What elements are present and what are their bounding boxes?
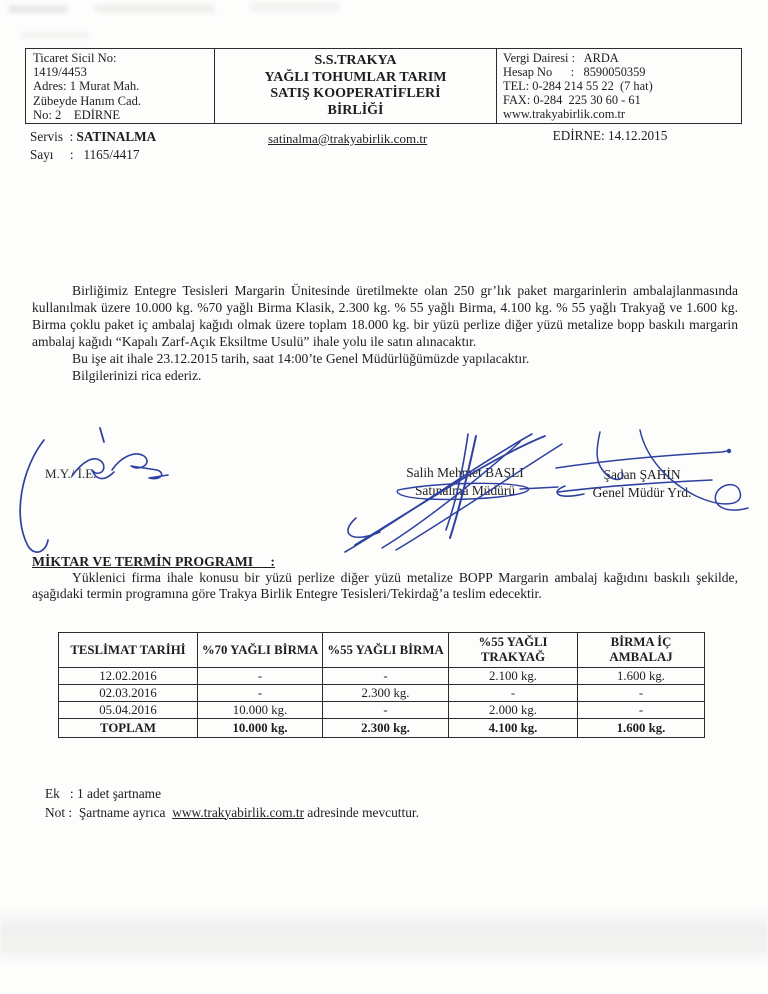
signer-2-name: Şadan ŞAHİN (603, 467, 681, 482)
col-header-55-yagli-birma: %55 YAĞLI BİRMA (323, 633, 449, 668)
letterhead-org-name-box (215, 48, 496, 124)
cell-value: - (323, 702, 449, 719)
cell-date: 05.04.2016 (59, 702, 198, 719)
letter-body (32, 283, 738, 384)
col-header-teslimat-tarihi: TESLİMAT TARİHİ (59, 633, 198, 668)
body-paragraph-1: Birliğimiz Entegre Tesisleri Margarin Ünitesinde üretilmekte olan 250 gr’lık paket margarinlerin ambalajlanmasında kullanılmak üzere 10.000 kg. %70 yağlı Birma Klasik, 2.300 kg. % 55 yağlı Birma, 4.100 kg. % 55 yağlı Trakyağ ve 1.600 kg. Birma çoklu paket iç ambalaj kağıdı olmak üzere toplam 18.000 kg. bir yüzü perlize diğer yüzü metalize bopp baskılı margarin ambalaj kağıdı “Kapalı Zarf-Açık Eksiltme Usulü” ihale yolu ile satın alınacaktır. (32, 283, 738, 349)
letterhead-registry-box (25, 48, 215, 124)
not-label: Not : (45, 804, 79, 820)
scan-artifact (8, 5, 68, 13)
email-address: satinalma@trakyabirlik.com.tr (268, 131, 428, 146)
scan-artifact (95, 4, 215, 13)
registry-line: Ticaret Sicil No: (33, 51, 117, 65)
availability-note (45, 804, 419, 823)
table-row (59, 702, 705, 719)
cell-total-value: 4.100 kg. (449, 719, 578, 738)
contact-line: TEL: 0-284 214 55 22 (7 hat) (503, 79, 653, 94)
col-header-70-yagli-birma: %70 YAĞLI BİRMA (198, 633, 323, 668)
signer-1-title: Satınalma Müdürü (414, 482, 516, 498)
registry-line: Zübeyde Hanım Cad. (33, 93, 142, 108)
cell-value: 2.100 kg. (449, 668, 578, 685)
table-row (59, 668, 705, 685)
contact-line: FAX: 0-284 225 30 60 - 61 (503, 93, 641, 108)
servis-value: SATINALMA (76, 129, 157, 144)
cell-total-value: 10.000 kg. (198, 719, 323, 738)
col-header-55-yagli-trakyag: %55 YAĞLI TRAKYAĞ (449, 633, 578, 668)
registry-line: 1419/4453 (33, 65, 87, 80)
cell-total-value: 2.300 kg. (323, 719, 449, 738)
servis-row (30, 129, 156, 145)
col-header-birma-ic-ambalaj: BİRMA İÇ AMBALAJ (578, 633, 705, 668)
org-name-line: SATIŞ KOOPERATİFLERİ (270, 86, 441, 102)
cell-value: 2.300 kg. (323, 685, 449, 702)
program-section-paragraph: Yüklenici firma ihale konusu bir yüzü perlize diğer yüzü metalize BOPP Margarin ambalaj kağıdını baskılı şekilde, aşağıdaki termin programına göre Trakya Birlik Entegre Tesisleri/Tekirdağ’a teslim edecektir. (32, 570, 738, 602)
contact-line: www.trakyabirlik.com.tr (503, 107, 626, 122)
website-url: www.trakyabirlik.com.tr (172, 804, 305, 820)
cell-total-value: 1.600 kg. (578, 719, 705, 738)
table-row (59, 685, 705, 702)
cell-value: 1.600 kg. (578, 668, 705, 685)
contact-line: Hesap No : 8590050359 (503, 65, 646, 80)
registry-line: Adres: 1 Murat Mah. (33, 79, 140, 94)
body-paragraph-2: Bu işe ait ihale 23.12.2015 tarih, saat 14:00’te Genel Müdürlüğümüzde yapılacaktır. (72, 350, 530, 366)
attachment-note (45, 785, 419, 804)
sayi-label: Sayı : (30, 147, 84, 162)
cell-date: 02.03.2016 (59, 685, 198, 702)
cell-value: 2.000 kg. (449, 702, 578, 719)
registry-line: No: 2 EDİRNE (33, 107, 121, 122)
cell-date: 12.02.2016 (59, 668, 198, 685)
program-section-heading: MİKTAR VE TERMİN PROGRAMI : (32, 554, 275, 569)
org-name-line: BİRLİĞİ (327, 102, 384, 118)
sayi-value: 1165/4417 (83, 147, 140, 162)
servis-label: Servis : (30, 129, 77, 144)
not-prefix: Şartname ayrıca (78, 804, 173, 820)
not-suffix: adresinde mevcuttur. (304, 804, 419, 820)
letterhead-contact-box (496, 48, 742, 124)
contact-line: Vergi Dairesi : ARDA (503, 51, 619, 65)
signature-zone (0, 420, 768, 570)
ek-label: Ek : (45, 786, 77, 801)
handwritten-signatures-ink (0, 420, 768, 570)
scan-artifact (250, 2, 340, 12)
scan-shadow-band (0, 908, 768, 966)
cell-value: - (578, 685, 705, 702)
footer-notes (45, 785, 419, 822)
scan-artifact (20, 32, 90, 39)
org-name-line: YAĞLI TOHUMLAR TARIM (264, 69, 447, 85)
body-paragraph-3: Bilgilerinizi rica ederiz. (72, 367, 202, 383)
cell-value: - (323, 668, 449, 685)
cell-total-label: TOPLAM (59, 719, 198, 738)
delivery-schedule-table (58, 632, 705, 738)
cell-value: - (449, 685, 578, 702)
cell-value: - (198, 668, 323, 685)
cell-value: - (578, 702, 705, 719)
letterhead (25, 48, 742, 124)
cell-value: 10.000 kg. (198, 702, 323, 719)
org-name-line: S.S.TRAKYA (314, 53, 397, 68)
table-header-row (59, 633, 705, 668)
clerk-initials: M.Y./ İ.E. (45, 466, 97, 481)
signer-2-title: Genel Müdür Yrd. (592, 484, 692, 500)
cell-value: - (198, 685, 323, 702)
ek-value: 1 adet şartname (77, 786, 162, 801)
city-date: EDİRNE: 14.12.2015 (552, 128, 668, 143)
signer-1-name: Salih Mehmet BAŞLI (406, 465, 524, 480)
table-total-row (59, 719, 705, 738)
sayi-row (30, 147, 139, 163)
